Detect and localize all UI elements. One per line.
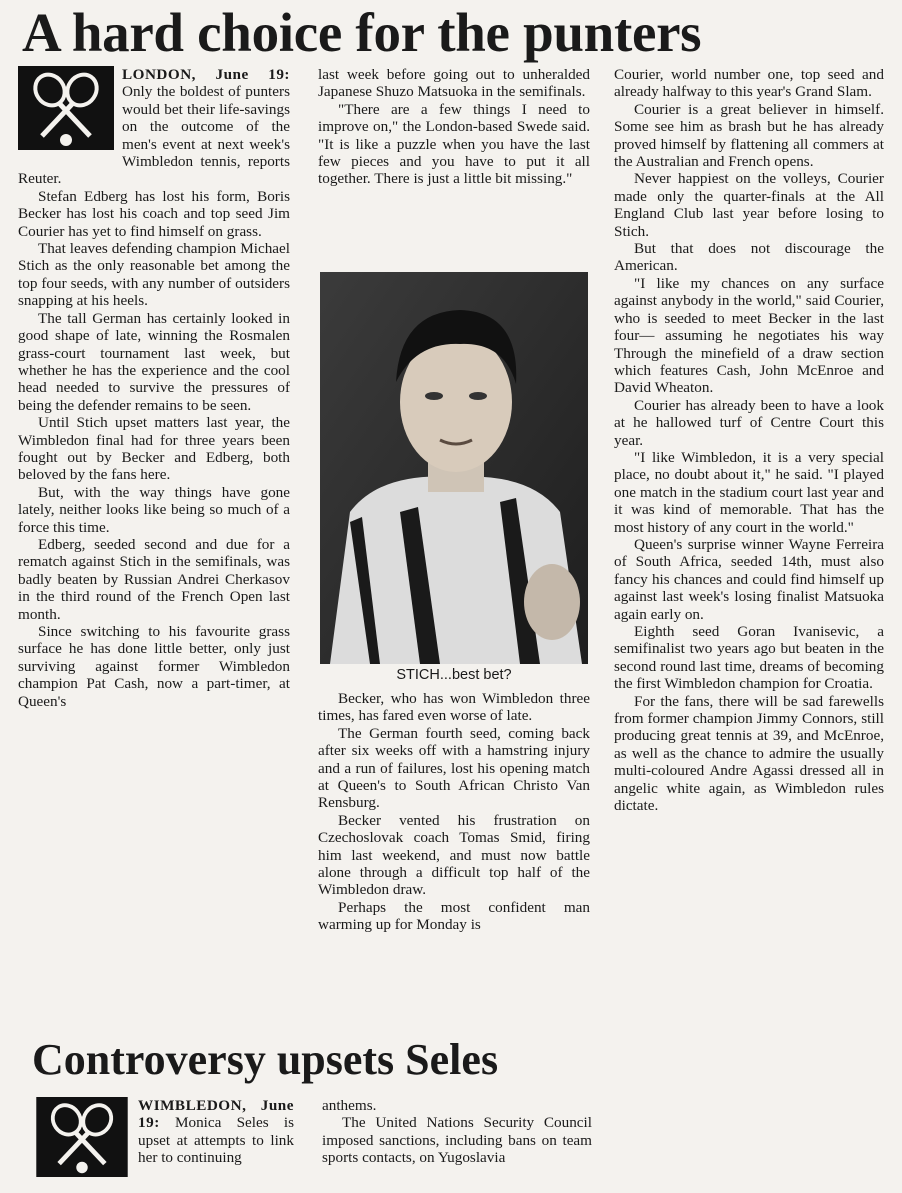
dateline: LONDON, June 19: <box>122 66 290 83</box>
photo-stich <box>320 272 588 664</box>
paragraph <box>18 536 290 623</box>
paragraph <box>318 690 590 725</box>
paragraph-text: For the fans, there will be sad farewells from former champion Jimmy Connors, still producing great tennis at 39, and McEnroe, as well as the chance to admire the usually multi-coloured Andre Agassi dressed all in angelic white again, as Wimbledon rules dictate. <box>614 692 884 815</box>
paragraph-text: Edberg, seeded second and due for a rematch against Stich in the semifinals, was badly beaten by Russian Andrei Cherkasov in the third round of the French Open last month. <box>18 535 290 623</box>
paragraph <box>18 188 290 240</box>
paragraph-text: The tall German has certainly looked in good shape of late, winning the Rosmalen grass-court tournament last week, but whether he has the experience and the cool head needed to survive the pressures of being the defender remains to be seen. <box>18 309 290 414</box>
paragraph-text: last week before going out to unheralded Japanese Shuzo Matsuoka in the semifinals. <box>318 66 590 101</box>
paragraph <box>318 812 590 899</box>
paragraph-text: "I like Wimbledon, it is a very special place, no doubt about it," he said. "I played one match in the stadium court last year and it was kind of memorable. That has the most history of any court in the world." <box>614 448 884 536</box>
paragraph <box>614 170 884 240</box>
paragraph <box>614 397 884 449</box>
paragraph-text: Monica Seles is upset at attempts to link her to continuing <box>138 1114 294 1167</box>
paragraph <box>614 101 884 171</box>
paragraph-text: Since switching to his favourite grass surface he has done little better, only just surviving against former Wimbledon champion Pat Cash, now a part-timer, at Queen's <box>18 623 290 710</box>
article-column-3 <box>614 66 884 1193</box>
paragraph <box>18 310 290 414</box>
headline-2: Controversy upsets Seles <box>32 1035 499 1084</box>
paragraph <box>318 899 590 934</box>
paragraph-text: Courier is a great believer in himself. Some see him as brash but he has already proved himself by flattening all commers at the Australian and French opens. <box>614 100 884 171</box>
paragraph <box>318 101 590 188</box>
paragraph-text: "I like my chances on any surface against anybody in the world," said Courier, who is seeded to meet Becker in the last four— assuming he negotiates his way Through the minefield of a draw section which features Cash, John McEnroe and David Wheaton. <box>614 274 884 397</box>
paragraph-text: Courier, world number one, top seed and already halfway to this year's Grand Slam. <box>614 66 884 101</box>
paragraph <box>322 1114 592 1166</box>
paragraph <box>614 449 884 536</box>
paragraph-text: Only the boldest of punters would bet their life-savings on the outcome of the men's event at next week's Wimbledon tennis, reports Reuter. <box>18 83 290 188</box>
headline: A hard choice for the punters <box>22 2 702 63</box>
paragraph-text: Perhaps the most confident man warming up for Monday is <box>318 898 590 934</box>
paragraph <box>322 1097 592 1114</box>
article-column-1 <box>18 66 290 1024</box>
paragraph-text: "There are a few things I need to improve on," the London-based Swede said. "It is like a puzzle when you have the last few pieces and you have to put it all together. There is just a little bit missing." <box>318 100 590 188</box>
paragraph-text: Courier has already been to have a look at he hallowed turf of Centre Court this year. <box>614 396 884 449</box>
paragraph <box>318 725 590 812</box>
paragraph <box>318 66 590 101</box>
article-2-column-2 <box>322 1097 592 1193</box>
paragraph-text: But that does not discourage the American. <box>614 240 884 275</box>
paragraph <box>18 484 290 536</box>
paragraph <box>18 414 290 484</box>
paragraph-text: Queen's surprise winner Wayne Ferreira of South Africa, seeded 14th, must also fancy his chances and could find himself up against last week's losing finalist Matsuoka again early on. <box>614 535 884 623</box>
paragraph <box>18 240 290 310</box>
paragraph-text: anthems. <box>322 1097 377 1114</box>
tennis-rackets-icon <box>34 1097 130 1177</box>
paragraph-text: The German fourth seed, coming back after six weeks off with a hamstring injury and a run of failures, lost his opening match at Queen's to South African Christo Van Rensburg. <box>318 724 590 812</box>
paragraph <box>614 275 884 397</box>
paragraph-text: Becker, who has won Wimbledon three times, has fared even worse of late. <box>318 690 590 725</box>
paragraph-text: Until Stich upset matters last year, the Wimbledon final had for three years been fought out by Becker and Edberg, both beloved by the fans here. <box>18 414 290 484</box>
paragraph <box>614 240 884 275</box>
tennis-rackets-icon <box>18 66 114 150</box>
dateline: WIMBLEDON, June 19: <box>138 1097 294 1132</box>
paragraph-text: The United Nations Security Council imposed sanctions, including bans on team sports contacts, on Yugoslavia <box>322 1114 592 1167</box>
photo-caption: STICH...best bet? <box>396 667 512 683</box>
article-2-column-1 <box>34 1097 294 1193</box>
paragraph <box>18 623 290 710</box>
article-column-2-bottom <box>318 690 590 1024</box>
paragraph <box>614 536 884 623</box>
paragraph <box>614 623 884 693</box>
paragraph-text: Becker vented his frustration on Czechoslovak coach Tomas Smid, firing him last weekend, and must now battle alone through a difficult top half of the Wimbledon draw. <box>318 811 590 899</box>
paragraph-text: But, with the way things have gone lately, neither looks like being so much of a force this time. <box>18 483 290 536</box>
paragraph <box>614 66 884 101</box>
article-column-2-top <box>318 66 590 271</box>
paragraph-text: Eighth seed Goran Ivanisevic, a semifinalist two years ago but beaten in the second round last time, dreams of becoming the first Wimbledon champion for Croatia. <box>614 623 884 693</box>
paragraph <box>614 693 884 815</box>
paragraph-text: Never happiest on the volleys, Courier made only the quarter-finals at the All England Club last year before losing to Stich. <box>614 170 884 240</box>
paragraph-text: That leaves defending champion Michael Stich as the only reasonable bet among the top four seeds, with any number of outsiders snapping at his heels. <box>18 240 290 310</box>
paragraph-text: Stefan Edberg has lost his form, Boris Becker has lost his coach and top seed Jim Courier has yet to find himself on grass. <box>18 187 290 240</box>
